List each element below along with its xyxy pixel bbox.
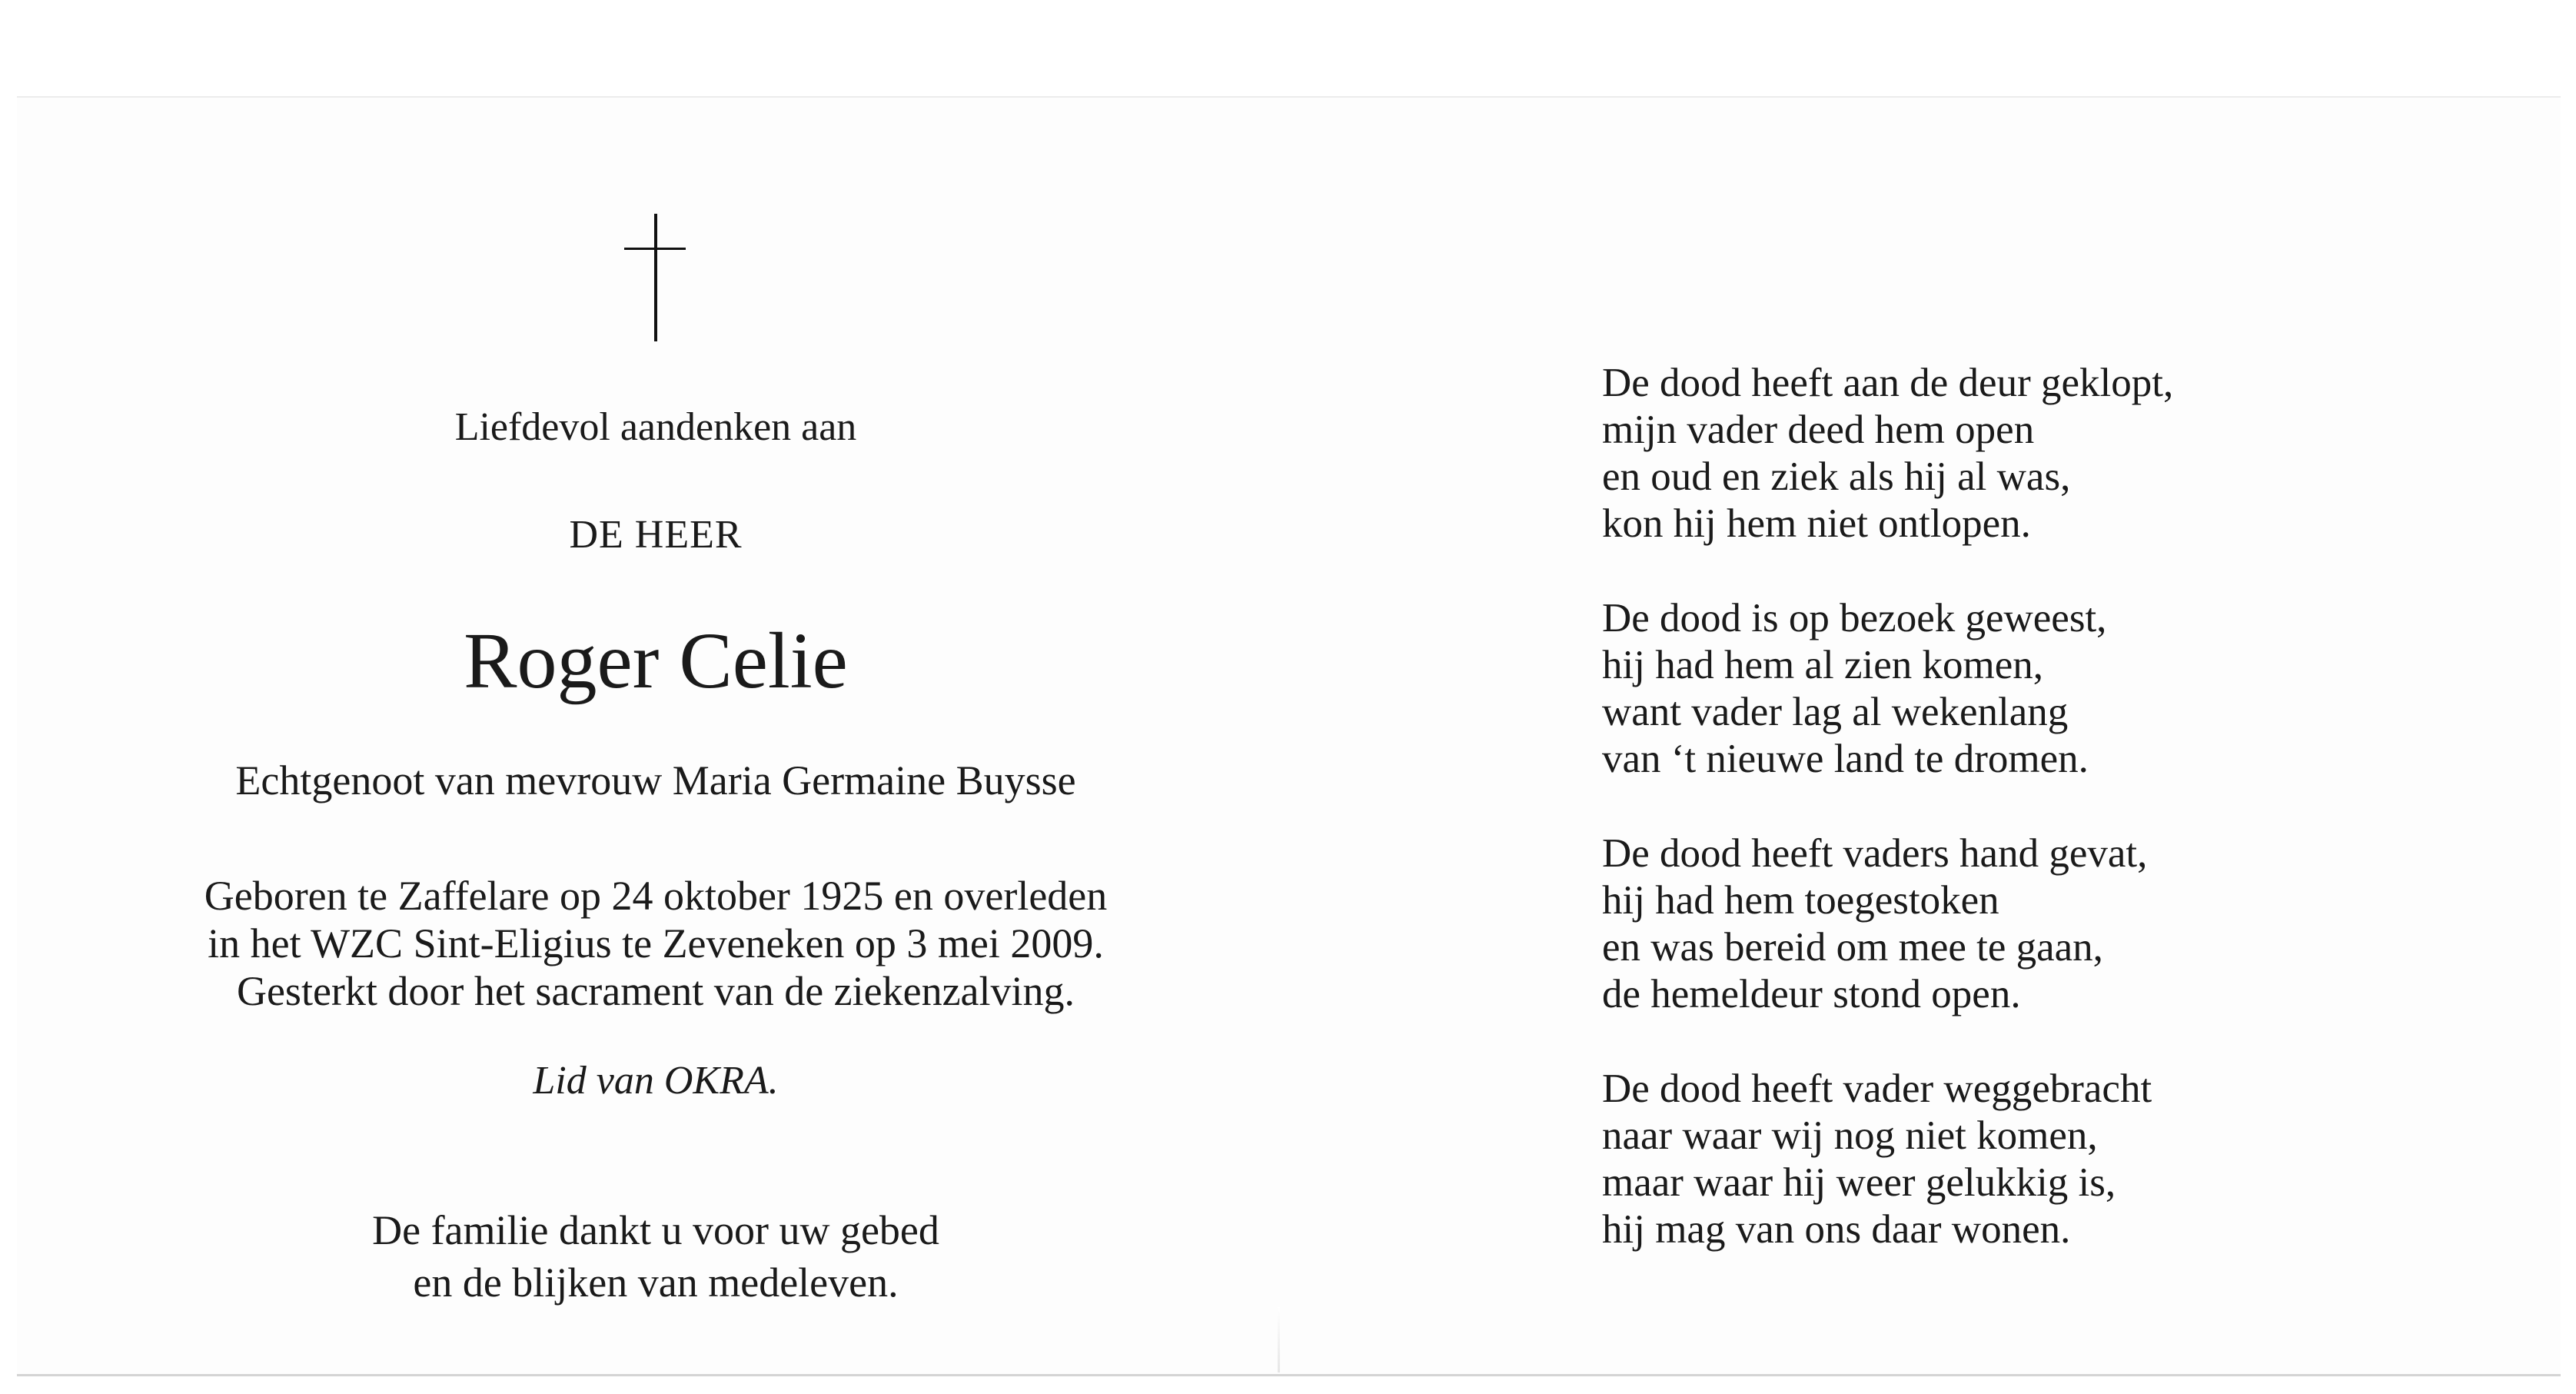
poem-line: De dood heeft aan de deur geklopt, — [1602, 361, 2174, 405]
poem-line: maar waar hij weer gelukkig is, — [1602, 1160, 2116, 1205]
bio-line: Gesterkt door het sacrament van de ziekenzalving. — [236, 968, 1075, 1014]
poem-line: De dood heeft vader weggebracht — [1602, 1066, 2152, 1111]
bio-line: Geboren te Zaffelare op 24 oktober 1925 en overleden — [204, 873, 1108, 919]
cross-icon — [624, 214, 686, 344]
poem — [1602, 360, 2540, 1253]
membership-line: Lid van OKRA. — [533, 1059, 779, 1103]
poem-line: mijn vader deed hem open — [1602, 408, 2035, 452]
thanks-note — [0, 1209, 1311, 1314]
biography — [0, 875, 1311, 1018]
poem-line: kon hij hem niet ontlopen. — [1602, 501, 2031, 546]
deceased-name: Roger Celie — [464, 617, 848, 705]
intro-text: Liefdevol aandenken aan — [454, 405, 857, 449]
poem-line: De dood heeft vaders hand gevat, — [1602, 831, 2148, 876]
bio-line: in het WZC Sint-Eligius te Zeveneken op 3 mei 2009. — [208, 920, 1104, 966]
honorific-title: DE HEER — [569, 513, 743, 557]
poem-line: en oud en ziek als hij al was, — [1602, 454, 2071, 499]
poem-line: hij had hem toegestoken — [1602, 878, 1999, 923]
poem-line: want vader lag al wekenlang — [1602, 690, 2069, 734]
spouse-line: Echtgenoot van mevrouw Maria Germaine Buysse — [235, 757, 1076, 803]
poem-stanza — [1602, 830, 2540, 1018]
poem-stanza — [1602, 360, 2540, 547]
poem-line: hij had hem al zien komen, — [1602, 643, 2043, 687]
poem-line: en was bereid om mee te gaan, — [1602, 925, 2103, 970]
thanks-line: en de blijken van medeleven. — [413, 1259, 899, 1306]
poem-stanza — [1602, 1066, 2540, 1253]
poem-line: de hemeldeur stond open. — [1602, 972, 2021, 1016]
thanks-line: De familie dankt u voor uw gebed — [372, 1207, 939, 1253]
poem-line: De dood is op bezoek geweest, — [1602, 596, 2107, 640]
poem-stanza — [1602, 595, 2540, 783]
poem-line: naar waar wij nog niet komen, — [1602, 1113, 2098, 1158]
poem-line: hij mag van ons daar wonen. — [1602, 1207, 2071, 1252]
poem-line: van ‘t nieuwe land te dromen. — [1602, 737, 2089, 781]
